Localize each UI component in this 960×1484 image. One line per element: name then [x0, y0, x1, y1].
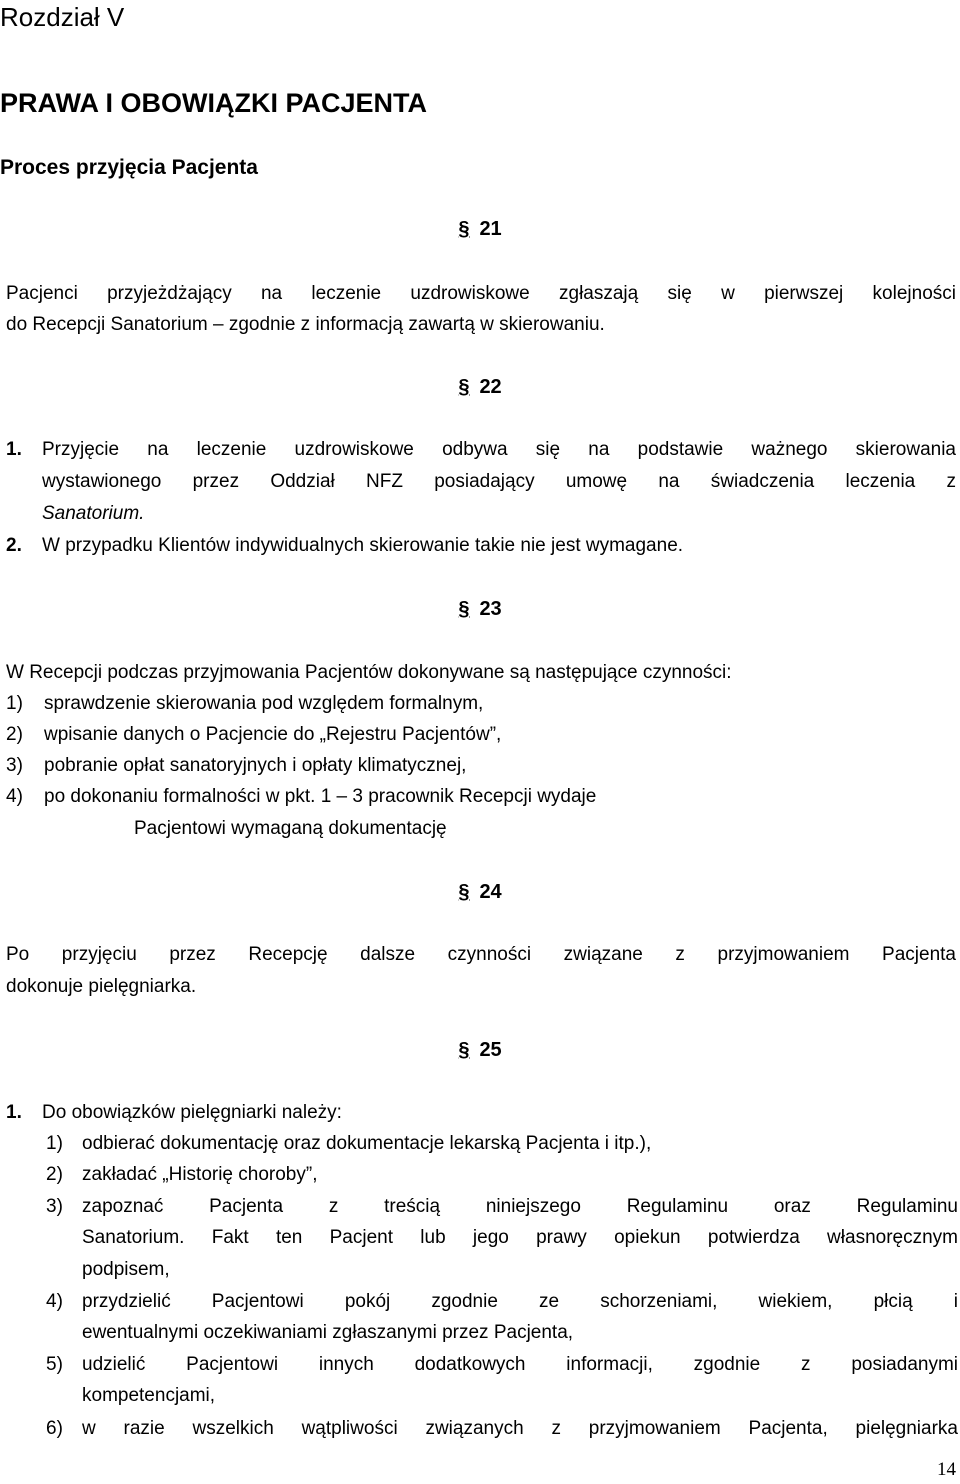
list-item-text: ewentualnymi oczekiwaniami zgłaszanymi przez Pacjenta,: [82, 1322, 574, 1343]
list-item-text: kompetencjami,: [82, 1385, 216, 1406]
list-item-number: 1): [46, 1133, 63, 1154]
paragraph-23-heading: [0, 595, 960, 623]
p25-intro-number: 1.: [6, 1102, 22, 1123]
section-title: Proces przyjęcia Pacjenta: [0, 156, 258, 179]
list-item: [6, 750, 466, 781]
p24-line-1: Po przyjęciu przez Recepcję dalsze czynności związane z przyjmowaniem Pacjenta: [6, 944, 956, 965]
list-item-text: udzielić Pacjentowi innych dodatkowych informacji, zgodnie z posiadanymi: [82, 1354, 958, 1375]
list-item-text: Sanatorium. Fakt ten Pacjent lub jego prawy opiekun potwierdza własnoręcznym: [82, 1227, 958, 1248]
list-item-text: odbierać dokumentację oraz dokumentacje lekarską Pacjenta i itp.),: [82, 1133, 652, 1154]
paragraph-21-heading: [0, 215, 960, 243]
list-item-number: 5): [46, 1354, 63, 1375]
list-item-text: po dokonaniu formalności w pkt. 1 – 3 pracownik Recepcji wydaje: [44, 786, 597, 807]
paragraph-25-heading: [0, 1036, 960, 1064]
list-item-text: sprawdzenie skierowania pod względem formalnym,: [44, 693, 484, 714]
list-item-number: 4): [46, 1291, 63, 1312]
list-item-number: 1): [6, 693, 23, 714]
paragraph-number: 22: [479, 376, 502, 398]
p23-intro: W Recepcji podczas przyjmowania Pacjentów dokonywane są następujące czynności:: [6, 662, 732, 683]
p21-line-2: do Recepcji Sanatorium – zgodnie z informacją zawartą w skierowaniu.: [6, 314, 605, 335]
paragraph-sign: §: [458, 376, 470, 398]
p22-item-1-line-1: Przyjęcie na leczenie uzdrowiskowe odbywa się na podstawie ważnego skierowania: [42, 439, 956, 460]
list-item-number: 2): [46, 1164, 63, 1185]
paragraph-number: 25: [479, 1039, 502, 1061]
list-item-number: 2): [6, 724, 23, 745]
p22-item-1-line-3: Sanatorium.: [42, 503, 145, 524]
list-item-text: przydzielić Pacjentowi pokój zgodnie ze schorzeniami, wiekiem, płcią i: [82, 1291, 958, 1312]
list-item: [6, 719, 501, 750]
part-title: PRAWA I OBOWIĄZKI PACJENTA: [0, 88, 428, 118]
list-item-text: zakładać „Historię choroby”,: [82, 1164, 318, 1185]
list-item-text: podpisem,: [82, 1259, 170, 1280]
p22-item-2-text: W przypadku Klientów indywidualnych skierowanie takie nie jest wymagane.: [42, 535, 684, 556]
p25-intro: Do obowiązków pielęgniarki należy:: [42, 1102, 342, 1123]
paragraph-number: 21: [479, 218, 502, 240]
paragraph-sign: §: [458, 598, 470, 620]
p22-item-2-number: 2.: [6, 535, 22, 556]
list-item-text: zapoznać Pacjenta z treścią niniejszego Regulaminu oraz Regulaminu: [82, 1196, 958, 1217]
list-item-number: 6): [46, 1418, 63, 1439]
chapter-heading: Rozdział V: [0, 2, 125, 32]
list-item: [6, 688, 483, 719]
list-item-text: wpisanie danych o Pacjencie do „Rejestru Pacjentów”,: [44, 724, 502, 745]
paragraph-sign: §: [458, 218, 470, 240]
paragraph-sign: §: [458, 1039, 470, 1061]
paragraph-sign: §: [458, 881, 470, 903]
list-item-number: 3): [46, 1196, 63, 1217]
paragraph-number: 24: [479, 881, 502, 903]
p22-item-1-number: 1.: [6, 439, 22, 460]
list-item-number: 4): [6, 786, 23, 807]
p21-line-1: Pacjenci przyjeżdżający na leczenie uzdrowiskowe zgłaszają się w pierwszej kolejności: [6, 283, 956, 304]
paragraph-22-heading: [0, 373, 960, 401]
list-item: [6, 781, 596, 812]
page-number: 14: [937, 1459, 956, 1480]
list-item-text: pobranie opłat sanatoryjnych i opłaty klimatycznej,: [44, 755, 467, 776]
list-item-continuation: Pacjentowi wymaganą dokumentację: [134, 818, 447, 839]
paragraph-number: 23: [479, 598, 502, 620]
list-item-text: w razie wszelkich wątpliwości związanych z przyjmowaniem Pacjenta, pielęgniarka: [82, 1418, 958, 1439]
p24-line-2: dokonuje pielęgniarka.: [6, 976, 197, 997]
p22-item-1-line-2: wystawionego przez Oddział NFZ posiadający umowę na świadczenia leczenia z: [42, 471, 956, 492]
paragraph-24-heading: [0, 878, 960, 906]
list-item-number: 3): [6, 755, 23, 776]
